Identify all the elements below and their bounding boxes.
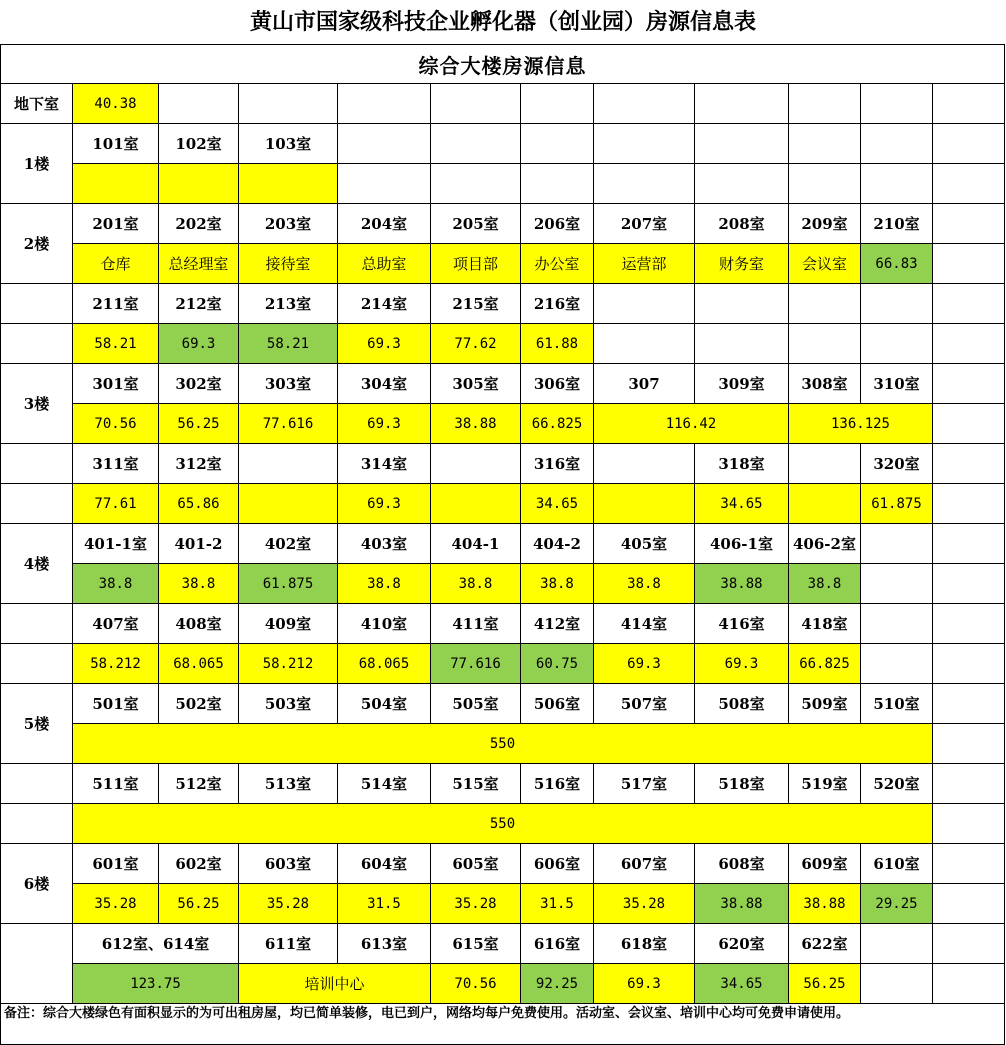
floor-label: 1楼: [1, 124, 73, 204]
area-value: 77.61: [73, 484, 159, 524]
area-value: 61.88: [521, 324, 594, 364]
room-number: 512室: [159, 764, 239, 804]
empty-cell: [933, 484, 1005, 524]
room-number: 508室: [695, 684, 789, 724]
room-number: 214室: [338, 284, 431, 324]
room-number: 103室: [239, 124, 338, 164]
room-number: 306室: [521, 364, 594, 404]
empty-cell: [861, 644, 933, 684]
empty-cell: [933, 564, 1005, 604]
floor-label: 4楼: [1, 524, 73, 604]
empty-cell: [521, 124, 594, 164]
area-value: 34.65: [695, 484, 789, 524]
room-number: 303室: [239, 364, 338, 404]
room-use-label: 办公室: [521, 244, 594, 284]
room-number: 408室: [159, 604, 239, 644]
room-number: 210室: [861, 204, 933, 244]
room-number: 311室: [73, 444, 159, 484]
empty-cell: [338, 84, 431, 124]
room-number: 101室: [73, 124, 159, 164]
empty-cell: [933, 404, 1005, 444]
room-number: 205室: [431, 204, 521, 244]
empty-cell: [1, 604, 73, 644]
empty-cell: [789, 284, 861, 324]
room-number: 511室: [73, 764, 159, 804]
room-number: 506室: [521, 684, 594, 724]
floor-label: 2楼: [1, 204, 73, 284]
empty-cell: [861, 564, 933, 604]
table-row: [1, 124, 1005, 164]
area-value: 69.3: [338, 324, 431, 364]
empty-cell: [933, 884, 1005, 924]
room-number: 209室: [789, 204, 861, 244]
room-number: 301室: [73, 364, 159, 404]
area-value: 66.83: [861, 244, 933, 284]
room-number: 211室: [73, 284, 159, 324]
area-value: 29.25: [861, 884, 933, 924]
table-row: [1, 444, 1005, 484]
room-number: 501室: [73, 684, 159, 724]
room-number: 309室: [695, 364, 789, 404]
empty-cell: [861, 164, 933, 204]
empty-cell: [933, 444, 1005, 484]
room-number: 505室: [431, 684, 521, 724]
room-use-label: 仓库: [73, 244, 159, 284]
room-number: 216室: [521, 284, 594, 324]
area-value: 34.65: [695, 964, 789, 1004]
area-value: 58.212: [73, 644, 159, 684]
empty-cell: [861, 604, 933, 644]
page-title: 黄山市国家级科技企业孵化器（创业园）房源信息表: [249, 9, 756, 35]
room-table: [0, 44, 1005, 1045]
highlighted-cell: [594, 484, 695, 524]
area-value: 68.065: [159, 644, 239, 684]
room-number: 603室: [239, 844, 338, 884]
empty-cell: [861, 284, 933, 324]
area-value: 38.8: [159, 564, 239, 604]
room-number: 416室: [695, 604, 789, 644]
area-value: 56.25: [159, 884, 239, 924]
empty-cell: [594, 284, 695, 324]
empty-cell: [789, 324, 861, 364]
room-use-label: 财务室: [695, 244, 789, 284]
room-number: 605室: [431, 844, 521, 884]
room-number: 519室: [789, 764, 861, 804]
empty-cell: [695, 324, 789, 364]
area-value: 38.88: [789, 884, 861, 924]
highlighted-cell: [431, 484, 521, 524]
floor-label: 3楼: [1, 364, 73, 444]
area-value: 35.28: [431, 884, 521, 924]
area-value: 56.25: [789, 964, 861, 1004]
table-row: [1, 324, 1005, 364]
room-use-label: 培训中心: [239, 964, 431, 1004]
area-value: 69.3: [594, 644, 695, 684]
empty-cell: [789, 84, 861, 124]
room-number: 516室: [521, 764, 594, 804]
area-value: 58.21: [239, 324, 338, 364]
table-row: [1, 564, 1005, 604]
room-number: 504室: [338, 684, 431, 724]
room-number: 414室: [594, 604, 695, 644]
empty-cell: [861, 124, 933, 164]
area-value: 69.3: [594, 964, 695, 1004]
area-value: 38.88: [695, 564, 789, 604]
room-use-label: 会议室: [789, 244, 861, 284]
empty-cell: [695, 124, 789, 164]
area-value: 38.8: [73, 564, 159, 604]
room-use-label: 接待室: [239, 244, 338, 284]
empty-cell: [933, 524, 1005, 564]
room-number: 201室: [73, 204, 159, 244]
room-number: 613室: [338, 924, 431, 964]
empty-cell: [594, 164, 695, 204]
empty-cell: [521, 84, 594, 124]
room-number: 514室: [338, 764, 431, 804]
area-value: 77.62: [431, 324, 521, 364]
note-row: [1, 1004, 1005, 1045]
area-value: 123.75: [73, 964, 239, 1004]
table-row: [1, 604, 1005, 644]
room-number: 507室: [594, 684, 695, 724]
floor-label: 6楼: [1, 844, 73, 924]
room-use-label: 总经理室: [159, 244, 239, 284]
room-number: 406-1室: [695, 524, 789, 564]
empty-cell: [1, 804, 73, 844]
empty-cell: [1, 284, 73, 324]
area-value: 65.86: [159, 484, 239, 524]
empty-cell: [239, 84, 338, 124]
empty-cell: [431, 164, 521, 204]
table-row: [1, 164, 1005, 204]
table-row: [1, 404, 1005, 444]
room-number: 503室: [239, 684, 338, 724]
empty-cell: [861, 964, 933, 1004]
room-number: 202室: [159, 204, 239, 244]
area-value: 550: [73, 724, 933, 764]
room-number: 409室: [239, 604, 338, 644]
area-value: 77.616: [431, 644, 521, 684]
room-number: 207室: [594, 204, 695, 244]
area-value: 58.21: [73, 324, 159, 364]
area-value: 38.88: [695, 884, 789, 924]
room-number: 204室: [338, 204, 431, 244]
room-number: 305室: [431, 364, 521, 404]
room-number: 316室: [521, 444, 594, 484]
room-number: 616室: [521, 924, 594, 964]
room-number: 410室: [338, 604, 431, 644]
table-row: [1, 284, 1005, 324]
table-row: [1, 684, 1005, 724]
empty-cell: [1, 484, 73, 524]
area-value: 66.825: [521, 404, 594, 444]
floor-label: 地下室: [1, 84, 73, 124]
room-number: 602室: [159, 844, 239, 884]
section-heading: 综合大楼房源信息: [1, 45, 1005, 84]
room-number: 418室: [789, 604, 861, 644]
table-row: [1, 204, 1005, 244]
room-number: 518室: [695, 764, 789, 804]
room-number: 608室: [695, 844, 789, 884]
empty-cell: [239, 444, 338, 484]
room-number: 310室: [861, 364, 933, 404]
empty-cell: [431, 124, 521, 164]
room-use-label: 项目部: [431, 244, 521, 284]
area-value: 69.3: [695, 644, 789, 684]
area-value: 70.56: [73, 404, 159, 444]
area-value: 61.875: [861, 484, 933, 524]
empty-cell: [695, 164, 789, 204]
room-number: 318室: [695, 444, 789, 484]
table-row: [1, 804, 1005, 844]
table-row: [1, 364, 1005, 404]
room-number: 213室: [239, 284, 338, 324]
room-number: 314室: [338, 444, 431, 484]
area-value: 69.3: [159, 324, 239, 364]
empty-cell: [338, 124, 431, 164]
empty-cell: [521, 164, 594, 204]
room-number: 404-1: [431, 524, 521, 564]
empty-cell: [789, 444, 861, 484]
area-value: 70.56: [431, 964, 521, 1004]
area-value: 40.38: [73, 84, 159, 124]
area-value: 68.065: [338, 644, 431, 684]
empty-cell: [933, 164, 1005, 204]
empty-cell: [861, 524, 933, 564]
room-number: 206室: [521, 204, 594, 244]
empty-cell: [431, 84, 521, 124]
room-number: 405室: [594, 524, 695, 564]
area-value: 38.8: [789, 564, 861, 604]
room-number: 307: [594, 364, 695, 404]
room-number: 620室: [695, 924, 789, 964]
empty-cell: [933, 84, 1005, 124]
area-value: 77.616: [239, 404, 338, 444]
empty-cell: [338, 164, 431, 204]
empty-cell: [1, 924, 73, 1004]
room-number: 615室: [431, 924, 521, 964]
empty-cell: [933, 364, 1005, 404]
empty-cell: [933, 924, 1005, 964]
empty-cell: [1, 764, 73, 804]
empty-cell: [695, 84, 789, 124]
room-number: 208室: [695, 204, 789, 244]
area-value: 92.25: [521, 964, 594, 1004]
area-value: 56.25: [159, 404, 239, 444]
room-number: 412室: [521, 604, 594, 644]
empty-cell: [933, 324, 1005, 364]
empty-cell: [861, 924, 933, 964]
area-value: 66.825: [789, 644, 861, 684]
table-row: [1, 524, 1005, 564]
empty-cell: [933, 844, 1005, 884]
heading-row: [1, 45, 1005, 84]
room-number: 609室: [789, 844, 861, 884]
highlighted-cell: [239, 484, 338, 524]
empty-cell: [933, 204, 1005, 244]
room-number: 612室、614室: [73, 924, 239, 964]
room-number: 404-2: [521, 524, 594, 564]
room-number: 411室: [431, 604, 521, 644]
room-number: 513室: [239, 764, 338, 804]
table-row: [1, 844, 1005, 884]
table-row: [1, 964, 1005, 1004]
area-value: 38.8: [431, 564, 521, 604]
empty-cell: [594, 84, 695, 124]
empty-cell: [594, 124, 695, 164]
room-number: 320室: [861, 444, 933, 484]
room-number: 302室: [159, 364, 239, 404]
table-row: [1, 724, 1005, 764]
room-number: 215室: [431, 284, 521, 324]
area-value: 69.3: [338, 484, 431, 524]
table-row: [1, 484, 1005, 524]
empty-cell: [933, 604, 1005, 644]
area-value: 35.28: [594, 884, 695, 924]
area-value: 34.65: [521, 484, 594, 524]
area-value: 35.28: [73, 884, 159, 924]
room-number: 622室: [789, 924, 861, 964]
room-number: 618室: [594, 924, 695, 964]
table-row: [1, 764, 1005, 804]
area-value: 116.42: [594, 404, 789, 444]
highlighted-cell: [239, 164, 338, 204]
area-value: 60.75: [521, 644, 594, 684]
empty-cell: [789, 124, 861, 164]
room-number: 407室: [73, 604, 159, 644]
room-number: 517室: [594, 764, 695, 804]
room-number: 510室: [861, 684, 933, 724]
empty-cell: [933, 964, 1005, 1004]
empty-cell: [933, 764, 1005, 804]
area-value: 31.5: [338, 884, 431, 924]
room-number: 102室: [159, 124, 239, 164]
empty-cell: [431, 444, 521, 484]
room-number: 610室: [861, 844, 933, 884]
highlighted-cell: [789, 484, 861, 524]
empty-cell: [933, 724, 1005, 764]
empty-cell: [1, 444, 73, 484]
empty-cell: [695, 284, 789, 324]
area-value: 136.125: [789, 404, 933, 444]
room-number: 212室: [159, 284, 239, 324]
room-number: 406-2室: [789, 524, 861, 564]
area-value: 58.212: [239, 644, 338, 684]
room-number: 308室: [789, 364, 861, 404]
room-number: 520室: [861, 764, 933, 804]
empty-cell: [933, 804, 1005, 844]
empty-cell: [933, 684, 1005, 724]
room-number: 607室: [594, 844, 695, 884]
table-row: [1, 84, 1005, 124]
area-value: 31.5: [521, 884, 594, 924]
floor-label: 5楼: [1, 684, 73, 764]
empty-cell: [933, 124, 1005, 164]
room-number: 611室: [239, 924, 338, 964]
area-value: 61.875: [239, 564, 338, 604]
room-number: 203室: [239, 204, 338, 244]
room-number: 401-2: [159, 524, 239, 564]
room-number: 304室: [338, 364, 431, 404]
highlighted-cell: [159, 164, 239, 204]
room-number: 502室: [159, 684, 239, 724]
empty-cell: [1, 644, 73, 684]
empty-cell: [1, 324, 73, 364]
room-number: 403室: [338, 524, 431, 564]
area-value: 550: [73, 804, 933, 844]
empty-cell: [933, 244, 1005, 284]
empty-cell: [594, 444, 695, 484]
room-number: 606室: [521, 844, 594, 884]
empty-cell: [861, 84, 933, 124]
table-row: [1, 884, 1005, 924]
room-number: 515室: [431, 764, 521, 804]
room-use-label: 总助室: [338, 244, 431, 284]
room-number: 509室: [789, 684, 861, 724]
room-number: 401-1室: [73, 524, 159, 564]
room-use-label: 运营部: [594, 244, 695, 284]
room-number: 312室: [159, 444, 239, 484]
empty-cell: [159, 84, 239, 124]
room-number: 402室: [239, 524, 338, 564]
highlighted-cell: [73, 164, 159, 204]
area-value: 69.3: [338, 404, 431, 444]
area-value: 38.8: [338, 564, 431, 604]
empty-cell: [933, 284, 1005, 324]
room-number: 601室: [73, 844, 159, 884]
empty-cell: [594, 324, 695, 364]
empty-cell: [789, 164, 861, 204]
empty-cell: [933, 644, 1005, 684]
table-row: [1, 924, 1005, 964]
area-value: 38.8: [521, 564, 594, 604]
table-row: [1, 244, 1005, 284]
empty-cell: [861, 324, 933, 364]
area-value: 38.8: [594, 564, 695, 604]
area-value: 35.28: [239, 884, 338, 924]
area-value: 38.88: [431, 404, 521, 444]
room-number: 604室: [338, 844, 431, 884]
table-row: [1, 644, 1005, 684]
footnote: 备注：综合大楼绿色有面积显示的为可出租房屋，均已简单装修，电已到户，网络均每户免费使用。活动室、会议室、培训中心均可免费申请使用。: [1, 1004, 1005, 1045]
